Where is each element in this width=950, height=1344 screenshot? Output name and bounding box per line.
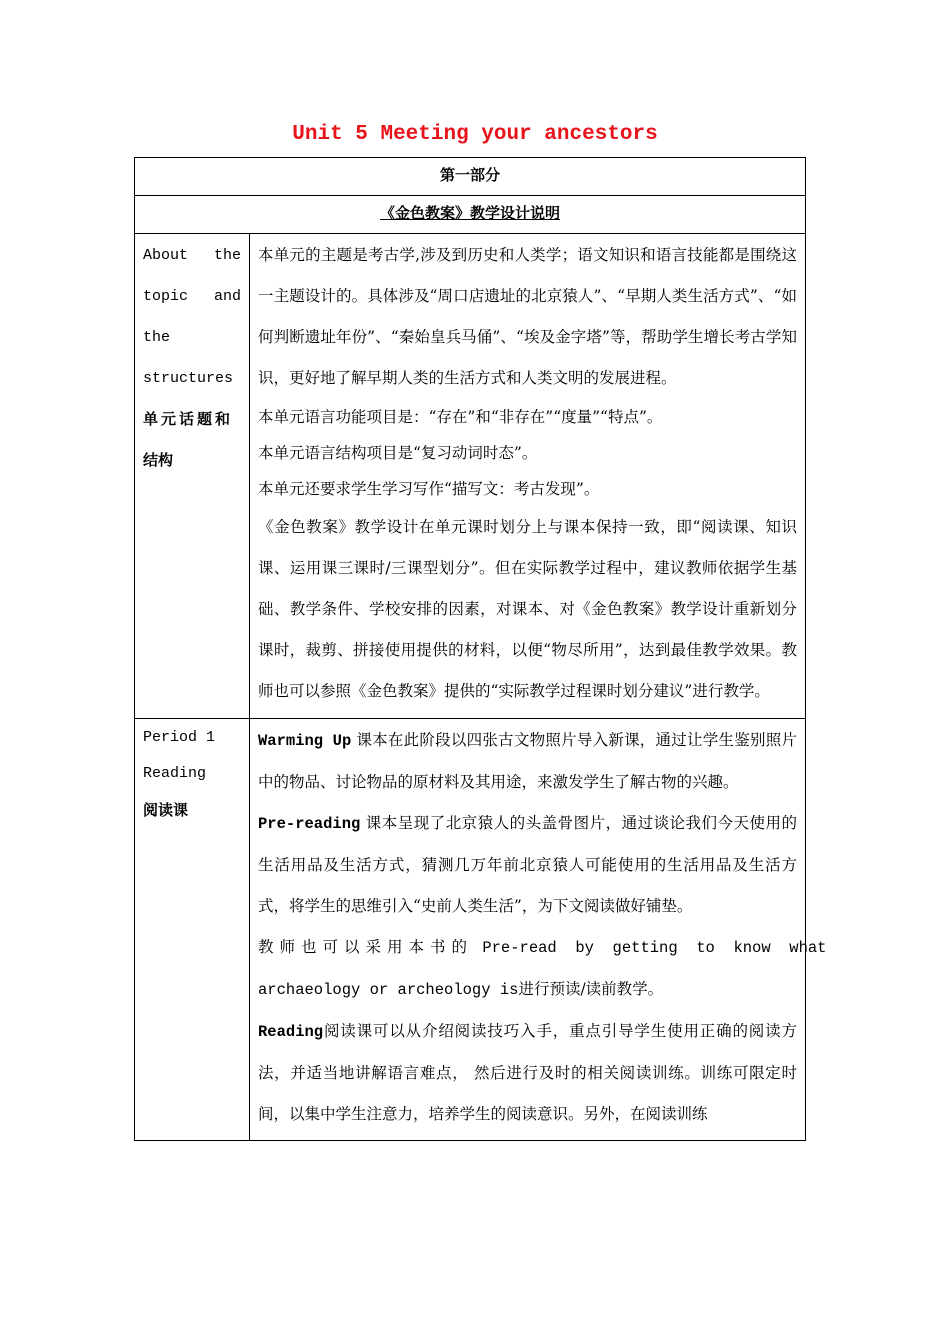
reading-text: 阅读课可以从介绍阅读技巧入手，重点引导学生使用正确的阅读方法，并适当地讲解语言难点， 然后进行及时的相关阅读训练。训练可限定时间，以集中学生注意力，培养学生的阅读意识。另外，在阅读训练 [258,1022,797,1123]
page-title: Unit 5 Meeting your ancestors [292,123,658,146]
prereading-text: 课本呈现了北京猿人的头盖骨图片，通过谈论我们今天使用的生活用品及生活方式，猜测几万年前北京猿人可能使用的生活用品及生活方式，将学生的思维引入“史前人类生活”，为下文阅读做好铺垫。 [258,814,797,915]
label-word: the [213,247,241,264]
table-row [135,234,806,719]
paragraph: 《金色教案》教学设计在单元课时划分上与课本保持一致，即“阅读课、知识课、运用课三课时/三课型划分”。但在实际教学过程中，建议教师依据学生基础、教学条件、学校安排的因素，对课本、对《金色教案》教学设计重新划分课时，裁剪、拼接使用提供的材料，以便“物尽所用”，达到最佳教学效果。教师也可以参照《金色教案》提供的“实际教学过程课时划分建议”进行教学。 [258,518,797,700]
label-word: About [143,247,189,264]
design-header [135,196,806,234]
table-row [135,719,806,1141]
row-content-period [250,719,827,1141]
label-word: topic [143,288,189,305]
label-cn: 结构 [143,451,174,469]
label-word: structures [143,370,234,387]
paragraph: 本单元的主题是考古学,涉及到历史和人类学；语文知识和语言技能都是围绕这一主题设计的。具体涉及“周口店遗址的北京猿人”、“早期人类生活方式”、“如何判断遗址年份”、“秦始皇兵马俑”、“埃及金字塔”等，帮助学生增长考古学知识，更好地了解早期人类的生活方式和人类文明的发展进程。 [258,246,797,387]
label-word: the [143,329,171,346]
label-word: and [213,288,241,305]
paragraph: 本单元语言结构项目是“复习动词时态”。 [258,444,538,462]
label-cn: 单元话题和 [143,410,234,428]
period-label: Period 1 [143,729,216,746]
preread-book-en: Pre-read by getting to know what [473,939,827,957]
warmup-label: Warming Up [258,732,352,750]
period-type-cn: 阅读课 [143,801,189,819]
paragraph: 本单元语言功能项目是：“存在”和“非存在”“度量”“特点”。 [258,408,663,426]
lesson-plan-table [134,157,827,1141]
design-header-text: 《金色教案》教学设计说明 [379,204,560,222]
preread-book-cn: 教师也可以采用本书的 [258,938,474,956]
section-header [135,158,806,196]
reading-label: Reading [258,1023,324,1041]
row-label-topic [135,234,250,719]
warmup-text: 课本在此阶段以四张古文物照片导入新课，通过让学生鉴别照片中的物品、讨论物品的原材料及其用途，来激发学生了解古物的兴趣。 [258,731,797,791]
paragraph-preread-book [258,927,827,1011]
prereading-label: Pre-reading [258,815,361,833]
paragraph: 本单元还要求学生学习写作“描写文：考古发现”。 [258,480,600,498]
period-type: Reading [143,765,207,782]
row-content-topic [250,234,806,719]
preread-book-cn2: 进行预读/读前教学。 [518,980,664,998]
section-header-text: 第一部分 [439,166,500,184]
paragraph-prereading [258,803,797,927]
paragraph-reading [258,1011,797,1135]
row-label-period [135,719,250,1141]
paragraph-warmup [258,720,797,803]
preread-book-en2: archaeology or archeology is [258,981,519,999]
